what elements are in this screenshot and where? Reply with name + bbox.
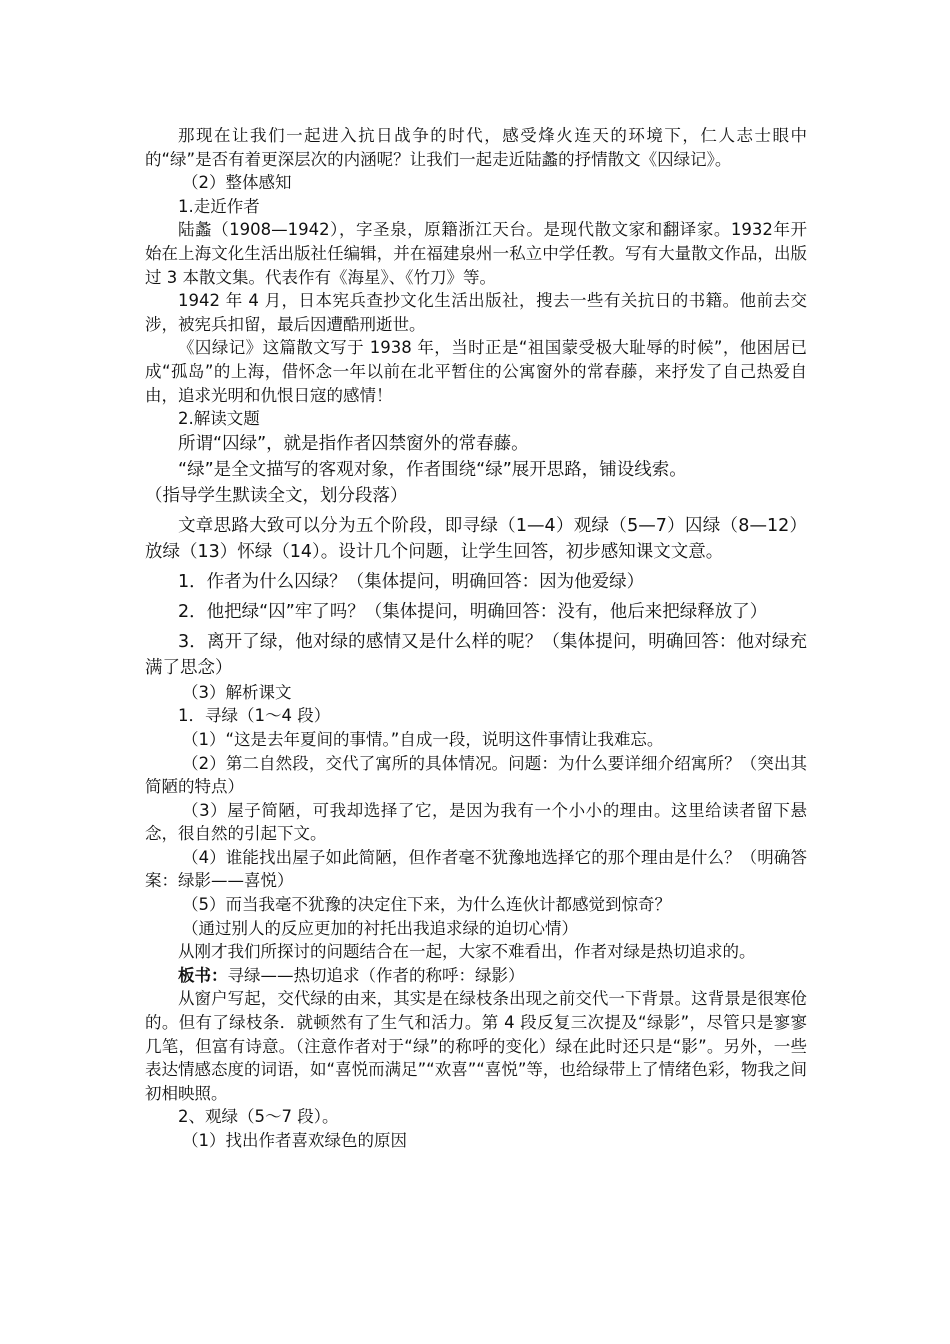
paragraph-instruction: （指导学生默读全文，划分段落） — [145, 485, 408, 506]
blackboard-content: 寻绿——热切追求（作者的称呼：绿影） — [227, 965, 525, 985]
analysis-item-3: （3）屋子简陋，可我却选择了它，是因为我有一个小小的理由。这里给读者留下悬念，很自然的引起下文。 — [145, 800, 807, 844]
paragraph-title-meaning: 所谓“囚绿”，就是指作者囚禁窗外的常春藤。 — [178, 433, 529, 454]
paragraph-author-bio: 陆蠡（1908—1942），字圣泉，原籍浙江天台。是现代散文家和翻译家。1932年开始在上海文化生活出版社任编辑，并在福建泉州一私立中学任教。写有大量散文作品，出版过 3 本散文集。代表作有《海星》、《竹刀》等。 — [145, 220, 807, 287]
analysis-item-5: （5）而当我毫不犹豫的决定住下来，为什么连伙计都感觉到惊奇？ — [182, 895, 671, 915]
paragraph-window-analysis: 从窗户写起，交代绿的由来，其实是在绿枝条出现之前交代一下背景。这背景是很寒伧的。但有了绿枝条．就顿然有了生气和活力。第 4 段反复三次提及“绿影”，尽管只是寥寥几笔，但富有诗意。（注意作者对于“绿”的称呼的变化）绿在此时还只是“影”。另外，一些表达情感态度的词语，如“喜悦而满足”“欢喜”“喜悦”等，也给绿带上了情绪色彩，物我之间初相映照。 — [145, 989, 807, 1103]
document-page — [145, 124, 807, 1153]
subheading-seek-green: 1．寻绿（1～4 段） — [178, 706, 331, 726]
watch-item-1: （1）找出作者喜欢绿色的原因 — [182, 1131, 407, 1150]
paragraph-green-object: “绿”是全文描写的客观对象，作者围绕“绿”展开思路，铺设线索。 — [178, 459, 687, 480]
blackboard-label: 板书： — [178, 965, 228, 985]
paragraph-intro: 那现在让我们一起进入抗日战争的时代，感受烽火连天的环境下，仁人志士眼中的“绿”是否有着更深层次的内涵呢？让我们一起走近陆蠡的抒情散文《囚绿记》。 — [145, 126, 807, 169]
question-1: 1．作者为什么囚绿？（集体提问，明确回答：因为他爱绿） — [178, 571, 645, 592]
analysis-item-1: （1）“这是去年夏间的事情。”自成一段，说明这件事情让我难忘。 — [182, 729, 664, 749]
question-3: 3．离开了绿，他对绿的感情又是什么样的呢？（集体提问，明确回答：他对绿充满了思念） — [145, 631, 807, 678]
subheading-author: 1.走近作者 — [178, 196, 260, 216]
question-2: 2．他把绿“囚”牢了吗？（集体提问，明确回答：没有，他后来把绿释放了） — [178, 601, 768, 622]
paragraph-author-death: 1942 年 4 月，日本宪兵查抄文化生活出版社，搜去一些有关抗日的书籍。他前去交涉，被宪兵扣留，最后因遭酷刑逝世。 — [145, 291, 807, 334]
subheading-watch-green: 2、观绿（5～7 段）。 — [178, 1107, 339, 1127]
section-heading-analysis: （3）解析课文 — [182, 682, 292, 702]
analysis-item-2: （2）第二自然段，交代了寓所的具体情况。问题：为什么要详细介绍寓所？（突出其简陋的特点） — [145, 753, 807, 797]
section-heading-overall: （2）整体感知 — [182, 173, 292, 193]
paragraph-structure: 文章思路大致可以分为五个阶段，即寻绿（1—4）观绿（5—7）囚绿（8—12）放绿（13）怀绿（14）。设计几个问题，让学生回答，初步感知课文文意。 — [145, 515, 807, 562]
paragraph-background: 《囚绿记》这篇散文写于 1938 年，当时正是“祖国蒙受极大耻辱的时候”，他困居已成“孤岛”的上海，借怀念一年以前在北平暂住的公寓窗外的常春藤，来抒发了自己热爱自由，追求光明和仇恨日寇的感情！ — [145, 338, 807, 405]
paragraph-summary: 从刚才我们所探讨的问题结合在一起，大家不难看出，作者对绿是热切追求的。 — [178, 942, 756, 962]
analysis-item-5-answer: （通过别人的反应更加的衬托出我追求绿的迫切心情） — [182, 918, 578, 938]
analysis-item-4: （4）谁能找出屋子如此简陋，但作者毫不犹豫地选择它的那个理由是什么？（明确答案：绿影——喜悦） — [145, 847, 807, 891]
blackboard-note — [145, 964, 807, 988]
subheading-title: 2.解读文题 — [178, 409, 260, 429]
